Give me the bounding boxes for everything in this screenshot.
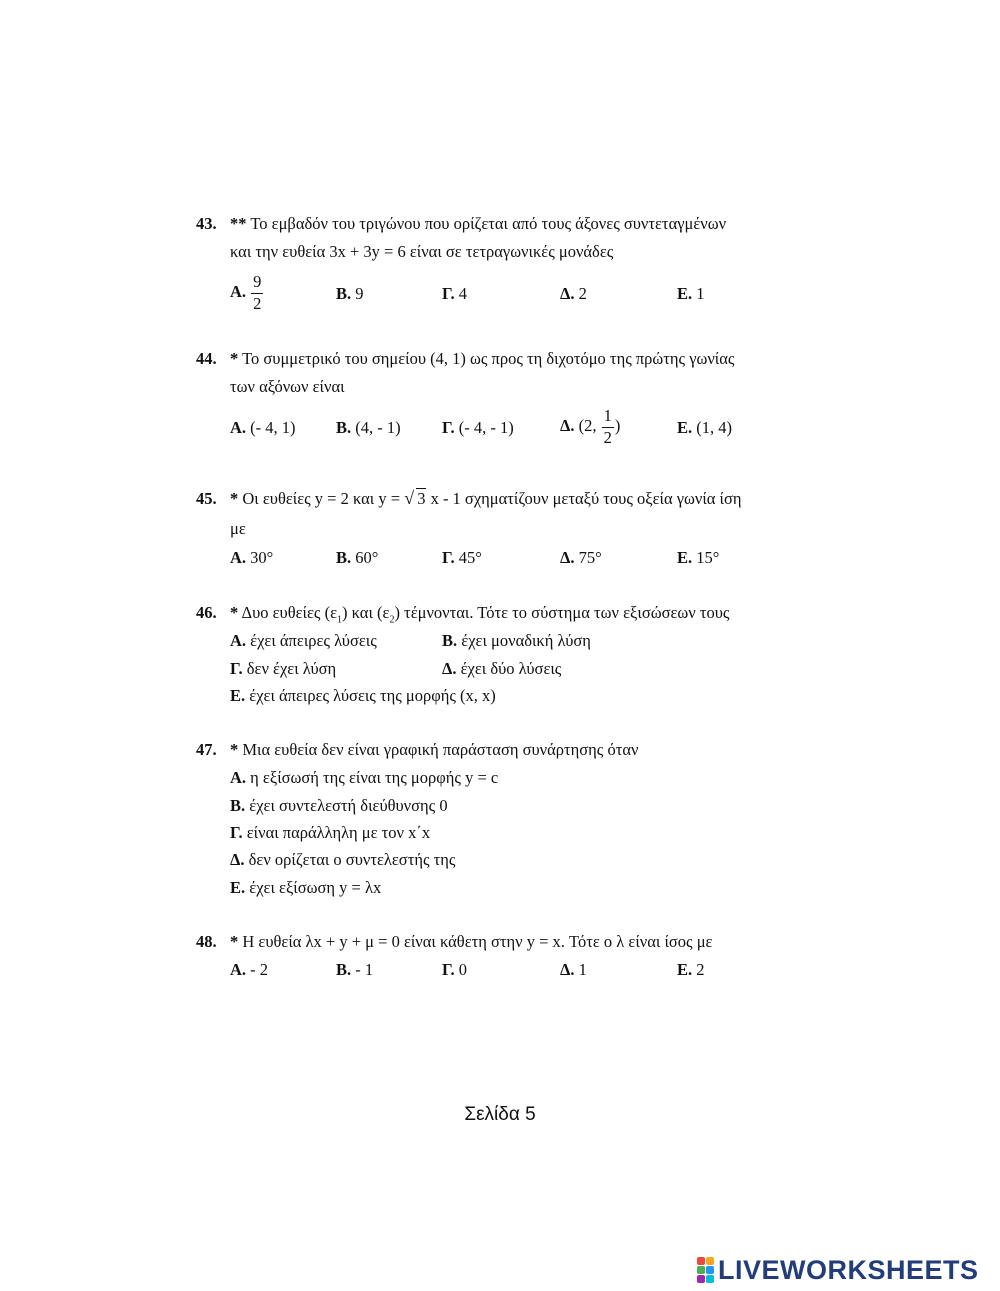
question-text: Η ευθεία λx + y + μ = 0 είναι κάθετη στην y = x. Τότε ο λ είναι ίσος με: [242, 932, 713, 951]
option-e[interactable]: Ε. 1: [677, 284, 705, 303]
option-b[interactable]: Β. - 1: [336, 960, 374, 979]
page-number: Σελίδα 5: [464, 1104, 536, 1125]
option-c[interactable]: Γ. είναι παράλληλη με τον x΄x: [230, 823, 431, 842]
difficulty-stars: *: [230, 603, 239, 622]
brand-name: LIVEWORKSHEETS: [718, 1254, 979, 1285]
question-text: με: [230, 519, 246, 538]
difficulty-stars: **: [230, 214, 247, 233]
logo-block: [706, 1275, 714, 1283]
question-text: Το εμβαδόν του τριγώνου που ορίζεται από τους άξονες συντεταγμένων: [250, 214, 727, 233]
option-d[interactable]: Δ. έχει δύο λύσεις: [442, 659, 562, 678]
option-a[interactable]: Α. (- 4, 1): [230, 418, 296, 437]
question-text: Δυο ευθείες $(\varepsilon_1)$ και $(\varepsilon_2)$ τέμνονται. Τότε το σύστημα των εξισώσεων τους: [241, 603, 730, 626]
option-e[interactable]: Ε. (1, 4): [677, 418, 733, 437]
square-root: √ 3: [404, 489, 426, 509]
option-d[interactable]: Δ. δεν ορίζεται ο συντελεστής της: [230, 850, 456, 869]
fraction: $\frac{1}{2}$: [603, 406, 612, 447]
difficulty-stars: *: [230, 489, 239, 508]
option-e[interactable]: Ε. έχει εξίσωση y = λx: [230, 878, 382, 897]
question-number: 47.: [196, 740, 217, 759]
option-e[interactable]: Ε. έχει άπειρες λύσεις της μορφής (x, x): [230, 686, 496, 705]
option-c[interactable]: Γ. δεν έχει λύση: [230, 659, 337, 678]
option-b[interactable]: Β. έχει μοναδική λύση: [442, 631, 591, 650]
option-b[interactable]: Β. 60°: [336, 548, 379, 567]
logo-block: [706, 1266, 714, 1274]
question-text: και την ευθεία 3x + 3y = 6 είναι σε τετραγωνικές μονάδες: [230, 242, 614, 261]
logo-block: [697, 1257, 705, 1265]
option-d[interactable]: Δ. 75°: [560, 548, 602, 567]
option-c[interactable]: Γ. 45°: [442, 548, 482, 567]
question-number: 44.: [196, 349, 217, 368]
option-a[interactable]: Α. έχει άπειρες λύσεις: [230, 631, 377, 650]
liveworksheets-brand[interactable]: [697, 1255, 979, 1285]
difficulty-stars: *: [230, 349, 239, 368]
question-number: 48.: [196, 932, 217, 951]
logo-block: [706, 1257, 714, 1265]
option-c[interactable]: Γ. 4: [442, 284, 467, 303]
option-a[interactable]: Α. $\frac{9}{2}$: [230, 272, 262, 313]
option-b[interactable]: Β. (4, - 1): [336, 418, 401, 437]
option-a[interactable]: Α. - 2: [230, 960, 269, 979]
question-text: x - 1 σχηματίζουν μεταξύ τους οξεία γωνία ίση: [430, 489, 742, 508]
liveworksheets-logo-icon: [697, 1257, 714, 1283]
question-number: 43.: [196, 214, 217, 233]
question-number: 45.: [196, 489, 217, 508]
fraction: $\frac{9}{2}$: [253, 272, 262, 313]
difficulty-stars: *: [230, 740, 239, 759]
option-d[interactable]: Δ. 1: [560, 960, 587, 979]
logo-block: [697, 1266, 705, 1274]
option-b[interactable]: Β. έχει συντελεστή διεύθυνσης 0: [230, 796, 448, 815]
option-b[interactable]: Β. 9: [336, 284, 364, 303]
question-text: Μια ευθεία δεν είναι γραφική παράσταση συνάρτησης όταν: [242, 740, 639, 759]
question-text: Οι ευθείες y = 2 και y =: [242, 489, 401, 508]
option-d[interactable]: Δ. (2, $\frac{1}{2}$ ): [560, 406, 621, 447]
option-d[interactable]: Δ. 2: [560, 284, 587, 303]
option-a[interactable]: Α. η εξίσωσή της είναι της μορφής y = c: [230, 768, 499, 787]
option-c[interactable]: Γ. 0: [442, 960, 467, 979]
option-c[interactable]: Γ. (- 4, - 1): [442, 418, 514, 437]
question-text: των αξόνων είναι: [230, 377, 345, 396]
question-text: Το συμμετρικό του σημείου (4, 1) ως προς τη διχοτόμο της πρώτης γωνίας: [242, 349, 735, 368]
question-number: 46.: [196, 603, 217, 622]
option-e[interactable]: Ε. 2: [677, 960, 705, 979]
logo-block: [697, 1275, 705, 1283]
difficulty-stars: *: [230, 932, 239, 951]
option-a[interactable]: Α. 30°: [230, 548, 274, 567]
option-e[interactable]: Ε. 15°: [677, 548, 720, 567]
